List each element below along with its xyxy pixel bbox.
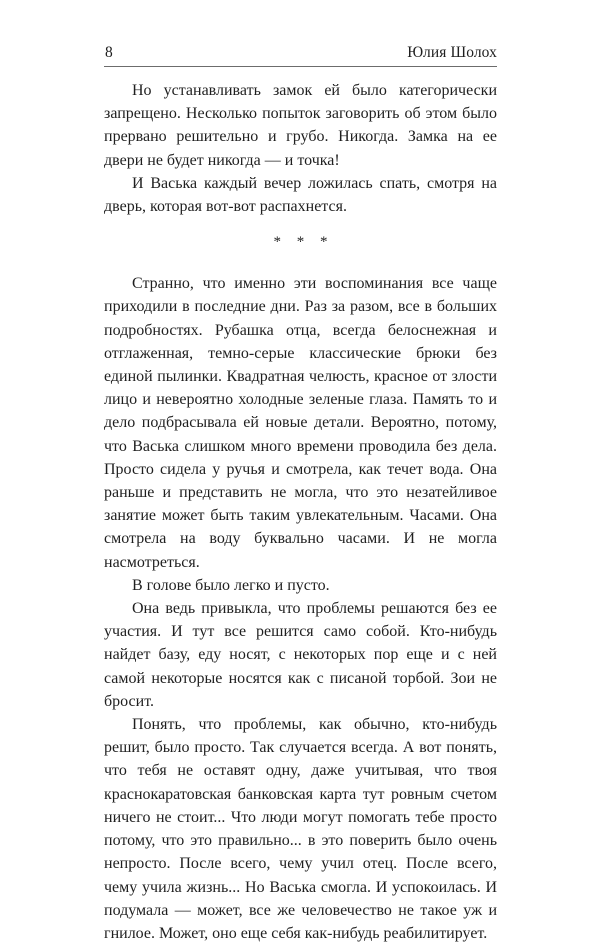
body-text (104, 79, 497, 945)
running-header (104, 44, 497, 67)
paragraph: Понять, что проблемы, как обычно, кто-нибудь решит, было просто. Так случается всегда. А вот понять, что тебя не оставят одну, даже учитывая, что твоя краснокаратовская банковская карта тут ровным счетом ничего не стоит... Что люди могут помогать тебе просто потому, что это правильно... в это поверить было очень непросто. После всего, чему учил отец. После всего, чему учила жизнь... Но Васька смогла. И успокоилась. И подумала — может, все же человечество не такое уж и гнилое. Может, оно еще себя как-нибудь реабилитирует. (104, 716, 497, 942)
section-separator: * * * (273, 234, 334, 251)
page-number: 8 (105, 44, 113, 61)
paragraph: И Васька каждый вечер ложилась спать, смотря на дверь, которая вот-вот распахнется. (104, 174, 497, 216)
paragraph: В голове было легко и пусто. (132, 576, 330, 594)
paragraph: Но устанавливать замок ей было категорически запрещено. Несколько попыток заговорить об этом было прервано решительно и грубо. Никогда. Замка на ее двери не будет никогда — и точка! (104, 82, 497, 169)
paragraph: Она ведь привыкла, что проблемы решаются без ее участия. И тут все решится само собой. Кто-нибудь найдет базу, еду носят, с некоторых пор еще и с ней самой некоторые носятся как с писаной торбой. Зои не бросит. (104, 600, 497, 710)
paragraph: Странно, что именно эти воспоминания все чаще приходили в последние дни. Раз за разом, все в больших подробностях. Рубашка отца, всегда белоснежная и отглаженная, темно-серые классические брюки без единой пылинки. Квадратная челюсть, красное от злости лицо и невероятно холодные зеленые глаза. Память то и дело подбрасывала ей новые детали. Вероятно, потому, что Васька слишком много времени проводила без дела. Просто сидела у ручья и смотрела, как течет вода. Она раньше и представить не могла, что это незатейливое занятие может быть таким увлекательным. Часами. Она смотрела на воду буквально часами. И не могла насмотреться. (104, 275, 497, 571)
running-title-author: Юлия Шолох (407, 44, 497, 61)
